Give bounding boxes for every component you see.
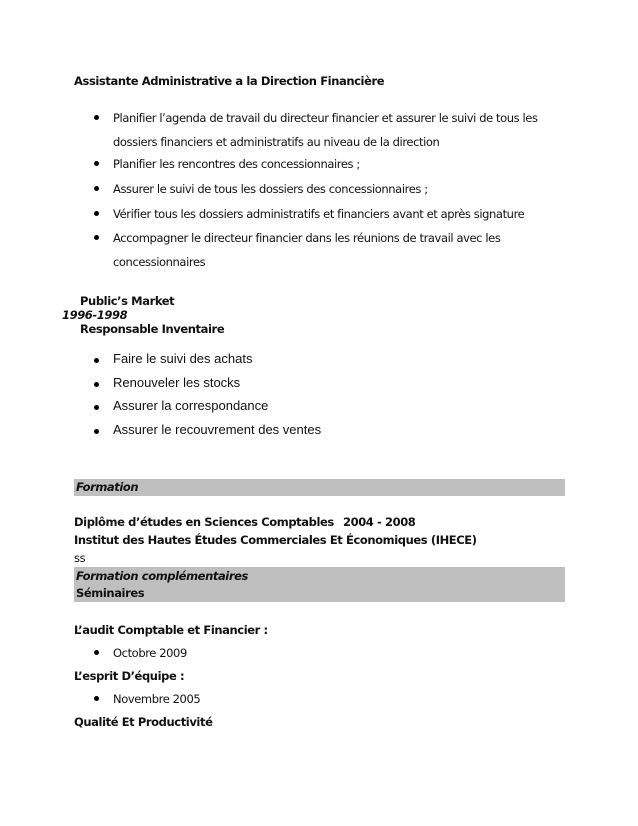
job2-bullet-2: Renouveler les stocks (113, 375, 241, 390)
job1-bullet-4: Vérifier tous les dossiers administratifs et financiers avant et après signature (113, 207, 525, 221)
seminar-1-date: Octobre 2009 (113, 646, 187, 660)
job2-bullet-4: Assurer le recouvrement des ventes (113, 422, 322, 437)
job1-bullet-1: Planifier l’agenda de travail du directeur financier et assurer le suivi de tous les (113, 111, 538, 125)
formation-complementaire-heading: Formation complémentaires (76, 569, 248, 583)
seminar-3-title: Qualité Et Productivité (74, 715, 213, 729)
seminar-1-title: L’audit Comptable et Financier : (74, 623, 268, 637)
institute-name: Institut des Hautes Études Commerciales Et Économiques (IHECE) (74, 533, 477, 547)
formation-section-bar (74, 479, 565, 496)
bullet-dot-icon (94, 235, 99, 240)
job1-bullet-5: Accompagner le directeur financier dans les réunions de travail avec les (113, 231, 501, 245)
seminar-2-date: Novembre 2005 (113, 692, 201, 706)
job1-bullet-5-cont: concessionnaires (113, 255, 206, 269)
bullet-dot-icon (94, 115, 99, 120)
job2-company: Public’s Market (80, 294, 175, 308)
job2-period: 1996-1998 (62, 308, 128, 322)
job1-bullet-3: Assurer le suivi de tous les dossiers des concessionnaires ; (113, 182, 428, 196)
job2-bullet-1: Faire le suivi des achats (113, 351, 253, 366)
bullet-dot-icon (94, 358, 99, 363)
bullet-dot-icon (94, 382, 99, 387)
degree-title: Diplôme d’études en Sciences Comptables (74, 515, 334, 529)
bullet-dot-icon (94, 650, 99, 655)
job1-bullet-1-cont: dossiers financiers et administratifs au niveau de la direction (113, 135, 440, 149)
job1-bullet-2: Planifier les rencontres des concessionnaires ; (113, 157, 360, 171)
seminar-2-title: L’esprit D’équipe : (74, 669, 185, 683)
formation-extra-text: ss (74, 551, 86, 565)
formation-heading: Formation (76, 480, 139, 494)
seminaires-subheading: Séminaires (76, 586, 145, 600)
job1-title: Assistante Administrative a la Direction Financière (74, 74, 385, 88)
bullet-dot-icon (94, 696, 99, 701)
bullet-dot-icon (94, 429, 99, 434)
bullet-dot-icon (94, 211, 99, 216)
bullet-dot-icon (94, 186, 99, 191)
degree-years: 2004 - 2008 (343, 515, 416, 529)
bullet-dot-icon (94, 405, 99, 410)
job2-bullet-3: Assurer la correspondance (113, 398, 269, 413)
bullet-dot-icon (94, 161, 99, 166)
formation-complementaire-section-bar (74, 567, 565, 602)
job2-title: Responsable Inventaire (80, 322, 225, 336)
